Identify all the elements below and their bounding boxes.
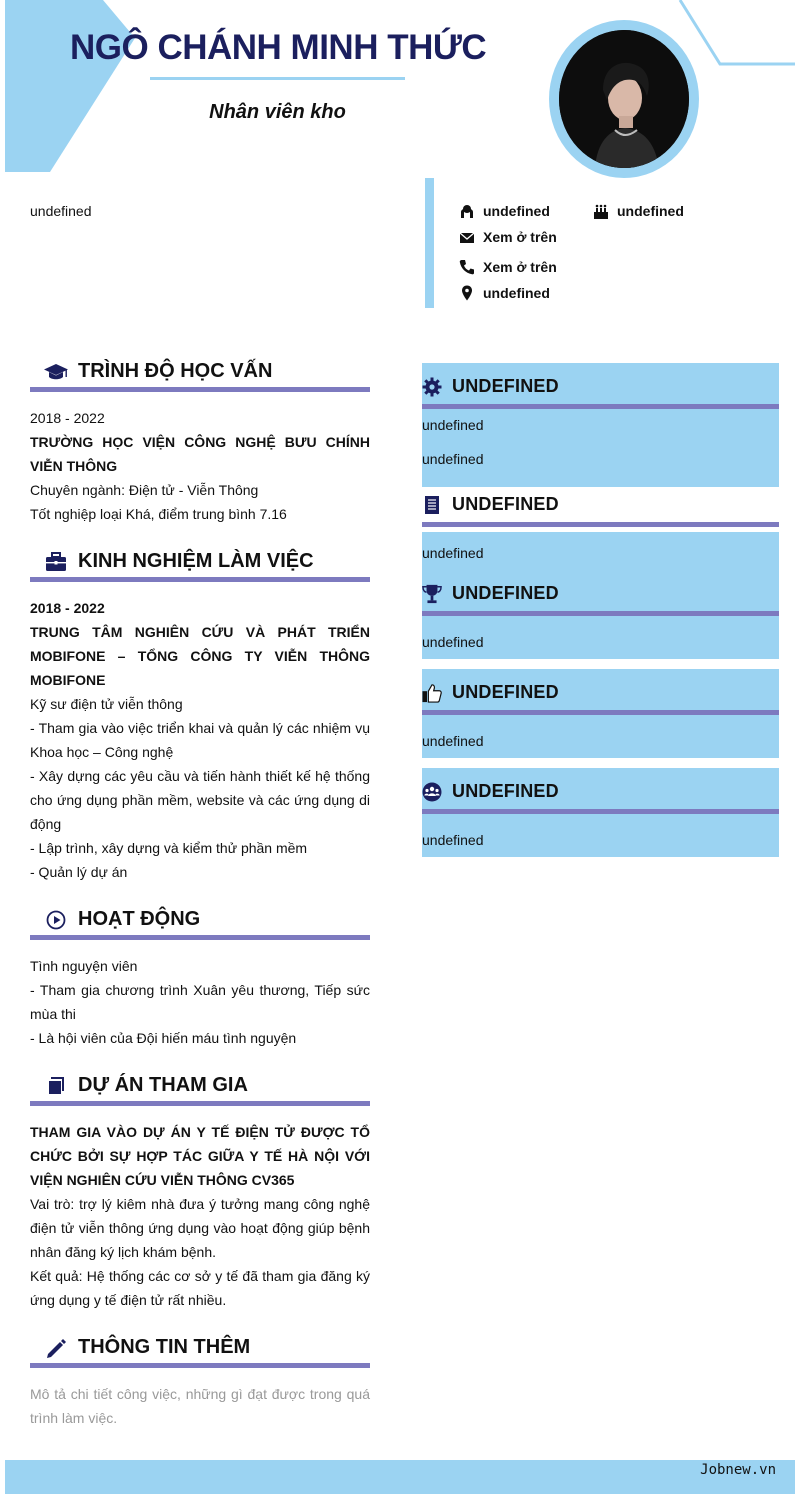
- experience-header: [30, 546, 370, 582]
- references-title: UNDEFINED: [452, 781, 559, 801]
- awards-header: [422, 576, 779, 616]
- book-icon: [42, 1074, 70, 1098]
- project-name: THAM GIA VÀO DỰ ÁN Y TẾ ĐIỆN TỬ ĐƯỢC TỔ CHỨC BỞI SỰ HỢP TÁC GIỮA Y TẾ HÀ NỘI VỚI VIỆN NGHIÊN CỨU VIỄN THÔNG CV365: [30, 1124, 370, 1188]
- experience-role: Kỹ sư điện tử viễn thông: [30, 696, 183, 712]
- contact-gender: [459, 203, 550, 219]
- name-underline: [150, 77, 405, 80]
- certificates-title: UNDEFINED: [452, 494, 559, 514]
- location-pin-icon: [459, 285, 475, 301]
- thumbs-up-icon: [422, 682, 442, 704]
- more-info-header: [30, 1332, 370, 1368]
- project-result: Kết quả: Hệ thống các cơ sở y tế đã tham gia đăng ký ứng dụng y tế điện tử rất nhiều.: [30, 1268, 370, 1308]
- interests-title: UNDEFINED: [452, 682, 559, 702]
- briefcase-icon: [42, 550, 70, 574]
- cake-icon: [593, 203, 609, 219]
- birthday-value: undefined: [617, 203, 684, 219]
- intro-text: undefined: [30, 203, 92, 219]
- avatar: [559, 30, 689, 168]
- pencil-icon: [42, 1336, 70, 1360]
- awards-title: UNDEFINED: [452, 583, 559, 603]
- skills-item: undefined: [422, 417, 484, 433]
- experience-period: 2018 - 2022: [30, 600, 105, 616]
- skills-item: undefined: [422, 451, 484, 467]
- candidate-name: NGÔ CHÁNH MINH THỨC: [70, 28, 487, 67]
- contact-bar: [425, 178, 434, 308]
- header-decor-shape: [5, 0, 135, 172]
- trophy-icon: [422, 583, 442, 605]
- gear-icon: [422, 376, 442, 398]
- address-value: undefined: [483, 285, 550, 301]
- certificates-item: undefined: [422, 545, 484, 561]
- experience-duty: - Lập trình, xây dựng và kiểm thử phần mềm: [30, 840, 308, 856]
- play-circle-icon: [42, 908, 70, 932]
- project-role: Vai trò: trợ lý kiêm nhà đưa ý tưởng mang công nghệ điện tử viễn thông ứng dụng vào hoạt động giúp bệnh nhân đăng ký lịch khám bệnh.: [30, 1196, 370, 1260]
- mail-icon: [459, 229, 475, 245]
- interests-header: [422, 675, 779, 715]
- references-header: [422, 774, 779, 814]
- contact-phone[interactable]: [459, 259, 557, 275]
- experience-company: TRUNG TÂM NGHIÊN CỨU VÀ PHÁT TRIỂN MOBIFONE – TỔNG CÔNG TY VIỄN THÔNG MOBIFONE: [30, 624, 370, 688]
- person-icon: [459, 203, 475, 219]
- education-major: Chuyên ngành: Điện tử - Viễn Thông: [30, 482, 259, 498]
- group-icon: [422, 781, 442, 803]
- references-item: undefined: [422, 832, 484, 848]
- education-result: Tốt nghiệp loại Khá, điểm trung bình 7.16: [30, 506, 287, 522]
- education-title: TRÌNH ĐỘ HỌC VẤN: [78, 360, 273, 382]
- contact-email[interactable]: [459, 229, 557, 245]
- activities-item: - Là hội viên của Đội hiến máu tình nguyện: [30, 1030, 297, 1046]
- contact-birthday: [593, 203, 684, 219]
- activities-role: Tình nguyện viên: [30, 958, 138, 974]
- more-info-title: THÔNG TIN THÊM: [78, 1336, 251, 1358]
- experience-duty: - Xây dựng các yêu cầu và tiến hành thiết kế hệ thống cho ứng dụng phần mềm, website và các ứng dụng di động: [30, 768, 370, 832]
- phone-icon: [459, 259, 475, 275]
- education-school: TRƯỜNG HỌC VIỆN CÔNG NGHỆ BƯU CHÍNH VIỄN THÔNG: [30, 434, 370, 474]
- activities-title: HOẠT ĐỘNG: [78, 908, 201, 930]
- contact-address: [459, 285, 550, 301]
- awards-item: undefined: [422, 634, 484, 650]
- footer-brand[interactable]: Jobnew.vn: [700, 1462, 776, 1478]
- job-title: Nhân viên kho: [209, 101, 346, 123]
- certificates-header: [422, 487, 779, 527]
- document-list-icon: [422, 494, 442, 516]
- email-value[interactable]: Xem ở trên: [483, 229, 557, 245]
- activities-item: - Tham gia chương trình Xuân yêu thương, Tiếp sức mùa thi: [30, 982, 370, 1022]
- projects-header: [30, 1070, 370, 1106]
- experience-duty: - Quản lý dự án: [30, 864, 128, 880]
- gender-value: undefined: [483, 203, 550, 219]
- projects-title: DỰ ÁN THAM GIA: [78, 1074, 248, 1096]
- activities-header: [30, 904, 370, 940]
- footer-bar: [5, 1460, 795, 1494]
- skills-header: [422, 369, 779, 409]
- graduation-cap-icon: [42, 360, 70, 384]
- skills-title: UNDEFINED: [452, 376, 559, 396]
- more-info-text: Mô tả chi tiết công việc, những gì đạt được trong quá trình làm việc.: [30, 1386, 370, 1426]
- interests-item: undefined: [422, 733, 484, 749]
- education-header: [30, 356, 370, 392]
- education-period: 2018 - 2022: [30, 410, 105, 426]
- experience-title: KINH NGHIỆM LÀM VIỆC: [78, 550, 314, 572]
- experience-duty: - Tham gia vào việc triển khai và quản lý các nhiệm vụ Khoa học – Công nghệ: [30, 720, 370, 760]
- phone-value[interactable]: Xem ở trên: [483, 259, 557, 275]
